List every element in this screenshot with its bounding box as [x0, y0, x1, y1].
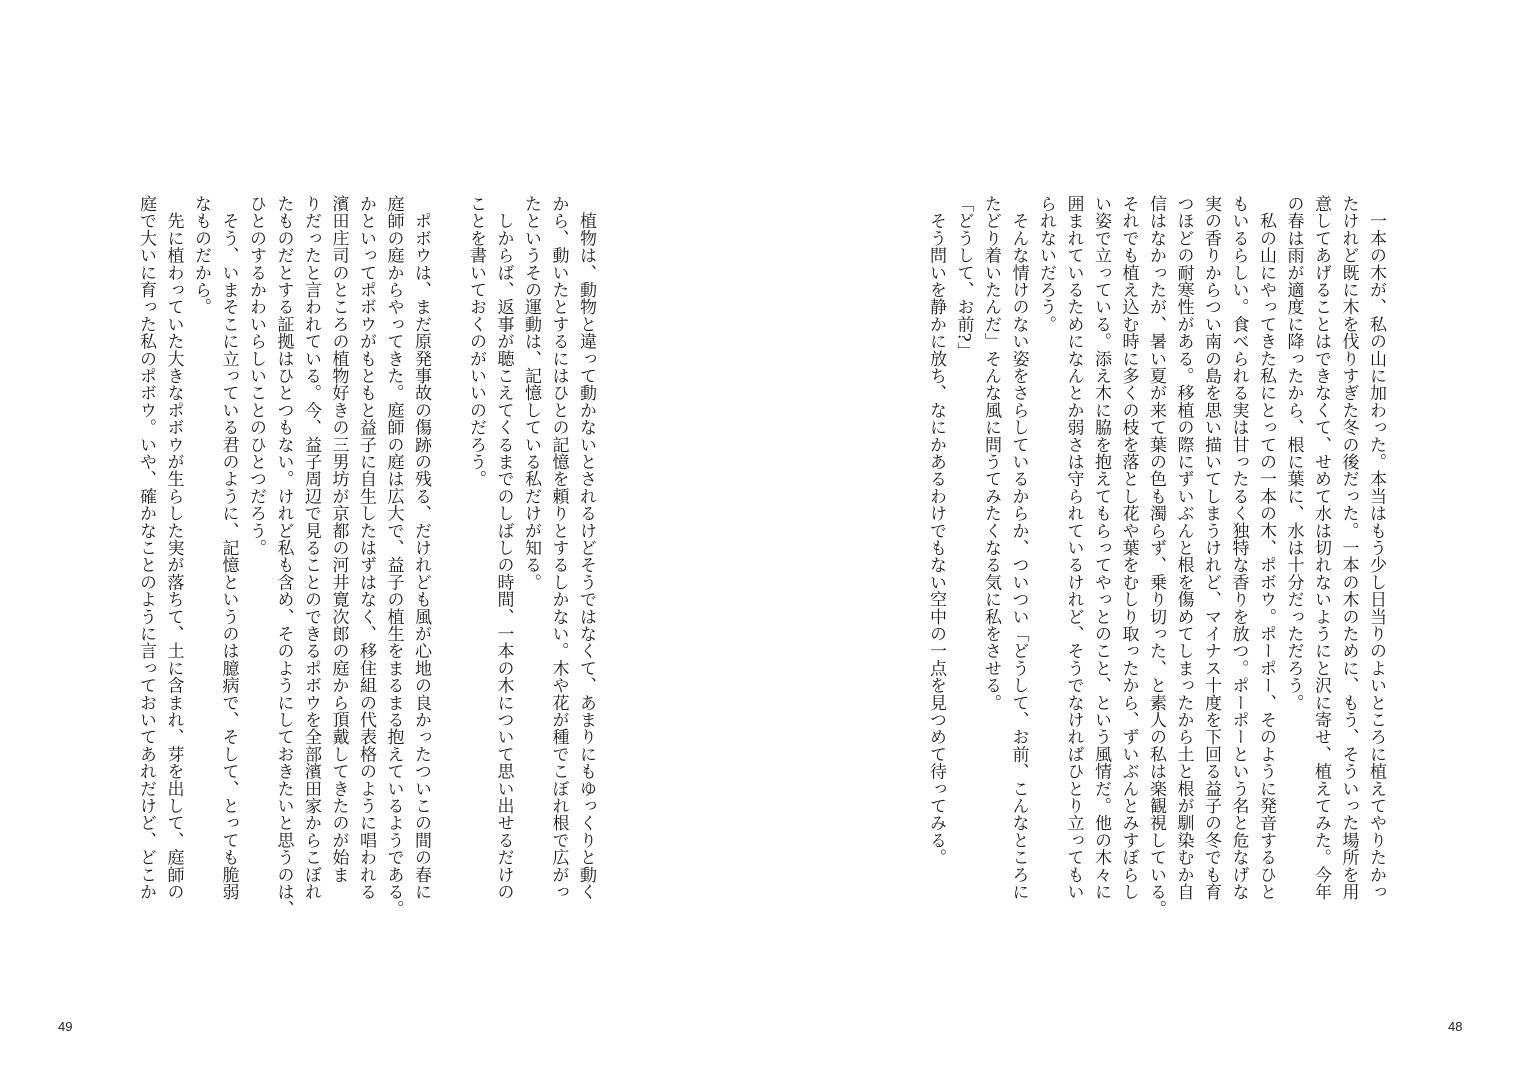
text-line: 意してあげることはできなくて、せめて水は切れないようにと沢に寄せ、植えてみた。今年: [1311, 195, 1331, 901]
text-line: そう、いまそこに立っている君のように、記憶というのは臆病で、そして、とっても脆弱: [218, 195, 239, 901]
text-line: たけれど既に木を伐りすぎた冬の後だった。一本の木のために、もう、そういった場所を用: [1338, 195, 1359, 901]
text-line: そんな情けのない姿をさらしているからか、ついつい「どうして、お前、こんなところに: [1008, 195, 1029, 901]
text-line: しからば、返事が聴こえてくるまでのしばしの時間、一本の木について思い出せるだけの: [493, 195, 514, 901]
text-line: りだったと言われている。今、益子周辺で見ることのできるポボウを全部濱田家からこぼれ: [301, 195, 321, 901]
text-line: 囲まれているためになんとか弱さは守られているけれど、そうでなければひとり立ってもい: [1063, 195, 1084, 901]
text-line: 植物は、動物と違って動かないとされるけどそうではなくて、あまりにもゆっくりと動く: [576, 195, 596, 901]
left-page-body-text: [131, 195, 599, 918]
text-line: 濱田庄司のところの植物好きの三男坊が京都の河井寛次郎の庭から頂戴してきたのが始ま: [328, 195, 349, 883]
page-number-left: 49: [58, 1019, 73, 1034]
text-line: たものだとする証拠はひとつもない。けれど私も含め、そのようにしておきたいと思うのは、: [273, 195, 294, 918]
blank-line: [434, 195, 462, 755]
text-line: 信はなかったが、暑い夏が来て葉の色も濁らず、乗り切った、と素人の私は楽観視している。: [1146, 195, 1166, 918]
text-line: い姿で立っている。添え木に脇を抱えてもらってやっとのこと、という風情だ。他の木々に: [1091, 195, 1111, 901]
text-line: 先に植わっていた大きなポボウが生らした実が落ちて、土に含まれ、芽を出して、庭師の: [163, 195, 184, 901]
text-line: 一本の木が、私の山に加わった。本当はもう少し日当りのよいところに植えてやりたかっ: [1366, 195, 1386, 901]
text-line: それでも植え込む時に多くの枝を落とし花や葉をむしり取ったから、ずいぶんとみすぼらし: [1118, 195, 1139, 901]
text-line: たというその運動は、記憶している私だけが知る。: [521, 195, 541, 591]
text-line: ポボウは、まだ原発事故の傷跡の残る、だけれども風が心地の良かったついこの間の春に: [411, 195, 431, 901]
page-number-right: 48: [1448, 1019, 1463, 1034]
text-line: 庭師の庭からやってきた。庭師の庭は広大で、益子の植生をまるまる抱えているようである。: [383, 195, 404, 918]
text-line: 私の山にやってきた私にとっての一本の木、ポボウ。ポーポー、そのように発音するひと: [1256, 195, 1276, 901]
text-line: たどり着いたんだ」そんな風に問うてみたくなる気に私をさせる。: [981, 195, 1001, 711]
text-line: かといってポボウがもともと益子に自生したはずはなく、移住組の代表格のように唱われる: [356, 195, 376, 901]
right-page-body-text: [921, 195, 1389, 918]
text-line: 庭で大いに育った私のポボウ。いや、確かなことのように言っておいてあれだけど、どこか: [136, 195, 156, 901]
text-line: 「どうして、お前?」: [953, 195, 974, 360]
text-line: つほどの耐寒性がある。移植の際にずいぶんと根を傷めてしまったから土と根が馴染むか自: [1173, 195, 1194, 901]
text-line: られないだろう。: [1036, 195, 1056, 333]
text-line: 実の香りからつい南の島を思い描いてしまうけれど、マイナス十度を下回る益子の冬でも育: [1201, 195, 1221, 901]
text-line: の春は雨が適度に降ったから、根に葉に、水は十分だっただろう。: [1283, 195, 1304, 711]
text-line: から、動いたとするにはひとの記憶を頼りとするしかない。木や花が種でこぼれ根で広がっ: [548, 195, 569, 901]
text-line: ことを書いておくのがいいのだろう。: [466, 195, 486, 488]
text-line: そう問いを静かに放ち、なにかあるわけでもない空中の一点を見つめて待ってみる。: [926, 195, 946, 866]
text-line: ひとのするかわいらしいことのひとつだろう。: [246, 195, 266, 557]
text-line: もいるらしい。食べられる実は甘ったるく独特な香りを放つ。ポーポーという名と危なげな: [1228, 195, 1249, 901]
text-line: なものだから。: [191, 195, 211, 316]
